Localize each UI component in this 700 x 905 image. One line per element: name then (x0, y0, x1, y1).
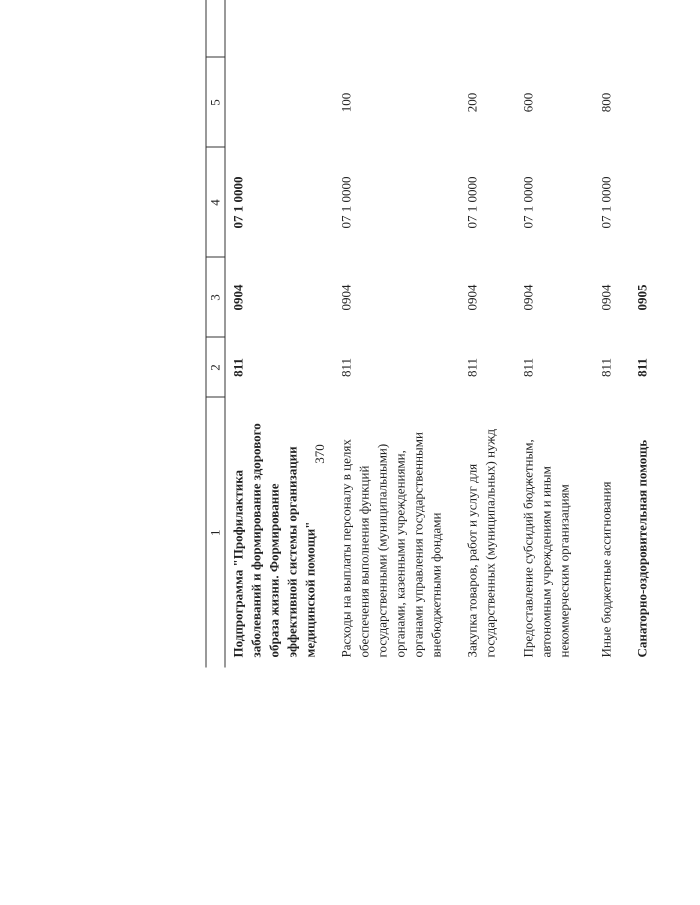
row-section: 0904 (338, 284, 353, 311)
row-target (629, 148, 661, 258)
row-ministry: 811 (338, 357, 353, 378)
row-target: 07 1 0000 (598, 176, 613, 229)
row-ministry: 811 (464, 357, 479, 378)
row-section: 0904 (598, 284, 613, 311)
table-row-sanatorium (629, 0, 661, 668)
row-ministry: 811 (230, 358, 245, 377)
column-header-2: 2 (206, 338, 225, 398)
row-target: 07 1 0000 (520, 176, 535, 229)
row-amount (629, 0, 661, 58)
row-expense-type: 600 (520, 92, 535, 113)
row-name: Закупка товаров, работ и услуг для государственных (муниципальных) нужд (464, 429, 497, 658)
column-header-4: 4 (206, 148, 225, 258)
row-amount (515, 0, 593, 58)
row-target: 07 1 0000 (230, 176, 245, 229)
column-header-3: 3 (206, 258, 225, 338)
row-name: Предоставление субсидий бюджетным, автономным учреждениям и иным некоммерческим организациям (520, 439, 571, 658)
row-expense-type (629, 58, 661, 148)
row-section: 0904 (464, 284, 479, 311)
row-name: Иные бюджетные ассигнования (598, 481, 613, 658)
row-expense-type: 800 (598, 92, 613, 113)
row-target: 07 1 0000 (464, 176, 479, 229)
row-section: 0905 (634, 284, 649, 311)
column-numbers-row (206, 0, 225, 668)
row-amount (225, 0, 334, 58)
table-row-other (593, 0, 629, 668)
column-header-1: 1 (206, 398, 225, 668)
table-row-subsidies (515, 0, 593, 668)
row-section: 0904 (230, 284, 245, 311)
table-row-staff (333, 0, 459, 668)
column-header-5: 5 (206, 58, 225, 148)
row-ministry: 811 (634, 358, 649, 377)
row-section: 0904 (520, 284, 535, 311)
row-target: 07 1 0000 (338, 176, 353, 229)
row-ministry: 811 (520, 357, 535, 378)
row-expense-type: 200 (464, 92, 479, 113)
row-amount (333, 0, 459, 58)
row-name: Подпрограмма "Профилактика заболеваний и формирование здорового образа жизни. Формирование эффективной системы организации медицинской помощи" (230, 423, 317, 658)
row-expense-type (225, 58, 334, 148)
row-name: Расходы на выплаты персоналу в целях обеспечения выполнения функций государственными (муниципальными) органами, казенными учреждениями, органами управления государственными внебюджетными фондами (338, 432, 443, 658)
rotated-page (205, 0, 700, 668)
page-number: 370 (312, 444, 327, 464)
row-ministry: 811 (598, 357, 613, 378)
row-amount (593, 0, 629, 58)
table-row-goods (459, 0, 515, 668)
budget-table (205, 0, 661, 668)
row-name: Санаторно-оздоровительная помощь (634, 439, 649, 658)
row-amount (459, 0, 515, 58)
column-header-6 (206, 0, 225, 58)
table-row-subprogram (225, 0, 334, 668)
row-expense-type: 100 (338, 92, 353, 113)
